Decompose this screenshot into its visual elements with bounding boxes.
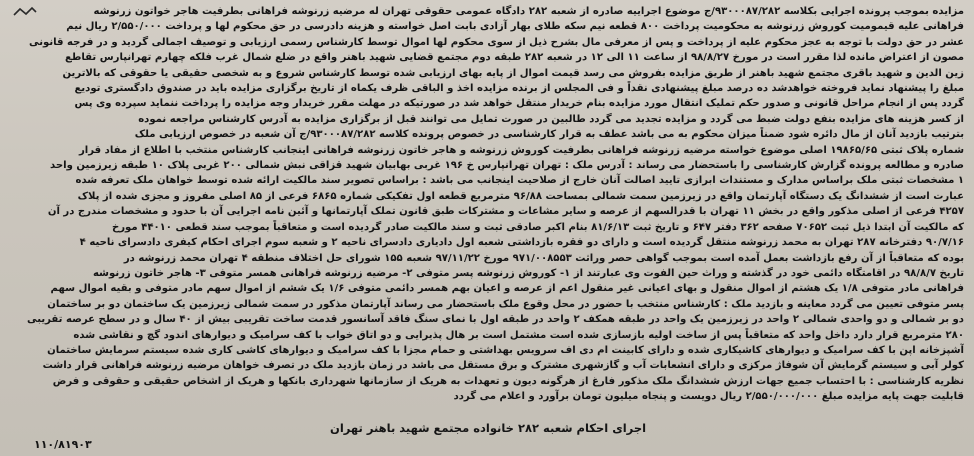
notice-line: مبلغ را پیشنهاد نماید فروخته خواهدشد ده درصد مبلغ پیشنهادی نقداً و فی المجلس از برنده مزایده اخذ و الباقی ظرف یکماه از تاریخ برگزاری مزایده باید در صندوق دادگستری تودیع [74,83,964,95]
notice-line: پسر متوفی تعیین می گردد معاینه و بازدید ملک : کارشناس منتخب با حضور در محل وقوع ملک باستحضار می رساند آپارتمان مذکور در سمت شمالی زیرزمین یک ساختمان دو بر ساختمان [47,298,964,310]
notice-line: فراهانی علیه قیمومیت کوروش زرنوشه به محکومیت پرداخت ۸۰۰ قطعه نیم سکه طلای بهار آزادی بابت اصل خواسته و هزینه دادرسی در حق محکوم لها و پرداخت ۲/۵۵۰/۰۰۰ ریال نیم [66,21,964,33]
notice-line: عشر در حق دولت با توجه به عجز محکوم علیه از پرداخت و پس از معرفی مال بشرح ذیل از سوی محکوم لها اموال توسط کارشناس رسمی ارزیابی و توصیف اجمالی گردید و در فرجه قانونی [28,36,964,48]
notice-body [10,4,964,405]
notice-line: بترتیب بازدید آنان از مال دائره شود ضمناً میزان محکوم به می باشد عطف به قرار کارشناسی در خصوص پرونده کلاسه ۹۳۰۰۰۸۷/۲۸۲/ج آن شعبه در خصوص ارزیابی ملک [134,129,964,141]
clip-edge-mark-icon [12,6,38,18]
notice-line: فراهانی مادر متوفی ۱/۸ یک هشتم از اموال منقول و بهای اعیانی غیر منقول اعم از عرصه و اعیان بهم همسر دائمی متوفی ۱/۶ یک ششم از اموال سهم مادر متوفی و بقیه اموال سهم [50,283,964,295]
notice-signature: اجرای احکام شعبه ۲۸۲ خانواده مجتمع شهید باهنر تهران [330,421,647,435]
notice-line: از کسر هزینه های مزایده بنفع دولت ضبط می گردد و مزایده تجدید می گردد طالبین در صورت تمایل می توانند قبل از برگزاری مزایده به آدرس کارشناس مراجعه نموده [138,113,964,125]
notice-line: گردد پس از انجام مراحل قانونی و صدور حکم تملیک انتقال مورد مزایده بنام خریدار منتقل خواهد شد در صورتیکه در مهلت مقرر خریدار وجه مزایده را پرداخت ننماید سپرده وی پس [74,98,964,110]
notice-line: ۲۸۰ مترمربع قرار دارد داخل واحد که متعاقباً پس از ساخت اولیه بازسازی شده است مشتمل است بر هال پذیرایی و دو اتاق خواب با کف سرامیک و دیوارهای اندود گچ و نقاشی شده [73,329,964,341]
notice-line: عبارت است از ششدانگ یک دستگاه آپارتمان واقع در زیرزمین سمت شمالی بمساحت ۹۶/۸۸ مترمربع قطعه اول تفکیکی شماره ۶۸۶۵ فرعی از ۸۵ اصلی مفروز و مجزی شده از پلاک [77,190,964,202]
notice-reference-number: ۱۱۰/۸۱۹۰۳ [34,438,92,451]
notice-line: که مالکیت آن ابتدا ذیل ثبت ۷۰۶۵۲ صفحه ۳۶۲ دفتر ۶۴۷ و تاریخ ثبت ۸۱/۶/۱۳ بنام اکبر صادقی ثبت و سند مالکیت صادر گردیده است و متعاقباً بموجب سند قطعی ۴۴۰۱۰ مورخ [111,221,964,233]
notice-line: شماره پلاک ثبتی ۱۹۸۶۵/۶۵ اصلی موضوع خواسته مرضیه زرنوشه فراهانی بطرفیت کوروش زرنوشه و هاجر خاتون زرنوشه فراهانی اینجانب کارشناس منتخب با اطلاع از مفاد قرار [78,144,964,156]
notice-line: صادره و مطالعه پرونده گزارش کارشناسی را باستحضار می رساند : آدرس ملک : تهران تهرانپارس خ ۱۹۶ غربی بهابیان شهید قزاقی نبش شمالی ۲۰۰ غربی پلاک ۱۰ طبقه زیرزمین واحد [50,160,964,172]
notice-line: بوده که متعاقباً از آن رفع بازداشت بعمل آمده است بموجب گواهی حصر وراثت ۹۷۱/۰۰۸۵۵۳ مورخ ۹۷/۱۱/۲۲ شعبه ۱۵۵ شورای حل اختلاف منطقه ۴ تهران محمد زرنوشه در [123,252,964,264]
notice-line: ۱ مشخصات ثبتی ملک براساس مدارک و مستندات ابرازی تایید اصالت آنان خارج از صلاحیت اینجانب می باشد : براساس تصویر سند مالکیت ارائه شده توسط خواهان ملک تعرفه شده [75,175,964,187]
notice-line: زین الدین و شهید باقری مجتمع شهید باهنر از طریق مزایده بفروش می رسد قیمت اموال از پایه بهای ارزیابی شده توسط کارشناس شروع و به شخصی حقیقی یا حقوقی که بالاترین [62,67,964,79]
notice-line: ۴۲۵۷ فرعی از اصلی مذکور واقع در بخش ۱۱ تهران با قدرالسهم از عرصه و سایر مشاعات و مشترکات طبق قانون تملک آپارتمانها و آئین نامه اجرایی آن با حدود و مشخصات مندرج در آن [47,206,964,218]
notice-line: کولر آبی و سیستم گرمایش آن شوفاژ مرکزی و دارای انشعابات آب و گازشهری مشترک و برق مستقل می باشد در زمان بازدید ملک در تصرف خواهان مرضیه زرنوشه فراهانی قرار داشت [42,360,964,372]
notice-line: تاریخ ۹۸/۸/۷ در اقامتگاه دائمی خود در گذشته و وراث حین الفوت وی عبارتند از ۱- کوروش زرنوشه پسر متوفی ۲- مرضیه زرنوشه فراهانی همسر متوفی ۳- هاجر خاتون زرنوشه [92,267,964,279]
notice-line: ۹۰/۷/۱۶ دفترخانه ۲۸۷ تهران به محمد زرنوشه منتقل گردیده است و دارای دو فقره بازداشتی شعبه اول دادیاری دادسرای ناحیه ۲ و شعبه سوم اجرای احکام کیفری دادسرای ناحیه ۴ [79,237,964,249]
notice-line: قابلیت جهت پایه مزایده مبلغ ۲/۵۵۰/۰۰۰/۰۰۰ ریال دویست و پنجاه میلیون تومان برآورد و اعلام می گردد [453,391,964,403]
notice-line: آشپزخانه اپن با کف سرامیک و دیوارهای کاشیکاری شده و دارای کابینت ام دی اف سرویس بهداشتی و حمام مجزا با کف سرامیک و دیوارهای کاشی کاری شده سیستم سرمایش ساختمان [47,344,964,356]
notice-line: مزایده بموجب پرونده اجرایی بکلاسه ۹۳۰۰۰۸۷/۲۸۲/ج موضوع اجراییه صادره از شعبه ۲۸۲ دادگاه عمومی حقوقی تهران له مرضیه زرنوشه فراهانی بطرفیت هاجر خواتون زرنوشه [93,6,964,17]
notice-line: نظریه کارشناسی : با احتساب جمیع جهات ارزش ششدانگ ملک مذکور فارغ از هرگونه دیون و تعهدات به هریک از سازمانها شهرداری بانکها و هریک از اشخاص حقیقی و حقوقی و فرض [52,375,964,387]
notice-line: مصون از اعتراض مانده لذا مقرر است در مورخ ۹۸/۸/۲۷ از ساعت ۱۱ الی ۱۲ در شعبه ۲۸۲ طبقه دوم مجتمع قضایی شهید باهنر واقع در ضلع شمال غرب فلکه چهارم تهرانپارس تقاطع [64,52,964,64]
notice-line: دو بر شمالی و دو واحدی شمالی ۲ واحد در زیرزمین یک واحد در طبقه همکف ۲ واحد در طبقه اول با نمای سنگ فاقد آسانسور قدمت ساخت تقریبی بیش از ۴۰ سال و در سطح عرصه تقریبی [27,314,964,326]
